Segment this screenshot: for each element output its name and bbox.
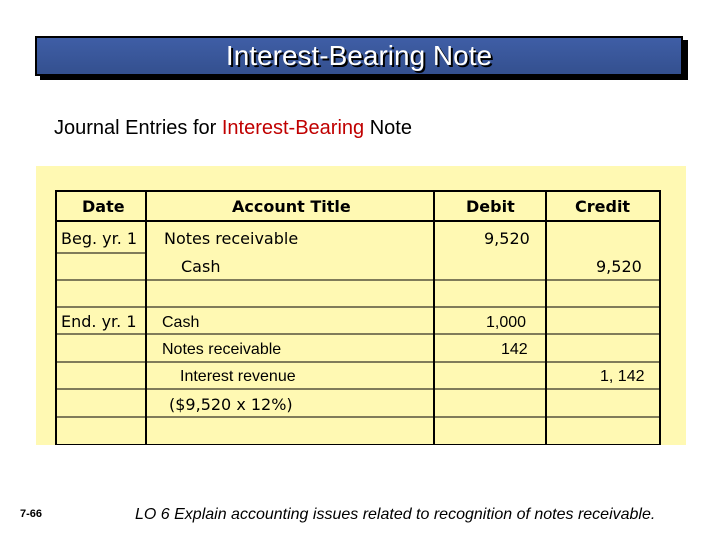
header-date: Date: [82, 197, 125, 216]
learning-objective: LO 6 Explain accounting issues related to recognition of notes receivable.: [135, 506, 656, 523]
entry2-computation-note: ($9,520 x 12%): [169, 395, 293, 414]
entry1-debit-amount: 9,520: [484, 229, 530, 248]
entry1-credit-amount: 9,520: [596, 257, 642, 276]
header-credit: Credit: [575, 197, 631, 216]
entry2-line2-account: Notes receivable: [162, 341, 282, 358]
entry2-line3-account: Interest revenue: [180, 368, 296, 385]
subtitle-suffix: Note: [364, 117, 412, 139]
journal-table: [36, 166, 686, 445]
subtitle-accent: Interest-Bearing: [221, 117, 365, 139]
entry2-line1-account: Cash: [162, 314, 200, 331]
entry2-line3-credit: 1, 142: [600, 368, 645, 385]
entry2-date: End. yr. 1: [61, 312, 137, 331]
entry2-line1-debit: 1,000: [486, 314, 527, 331]
header-debit: Debit: [466, 197, 515, 216]
slide-number: 7-66: [20, 508, 43, 520]
header-account-title: Account Title: [232, 197, 351, 216]
entry1-date: Beg. yr. 1: [61, 229, 138, 248]
subtitle-prefix: Journal Entries for: [54, 117, 222, 139]
subtitle: [54, 117, 412, 140]
slide-title: Interest-Bearing Note: [35, 36, 683, 76]
entry1-debit-account: Notes receivable: [164, 229, 299, 248]
entry1-credit-account: Cash: [181, 257, 221, 276]
entry2-line2-debit: 142: [501, 341, 528, 358]
